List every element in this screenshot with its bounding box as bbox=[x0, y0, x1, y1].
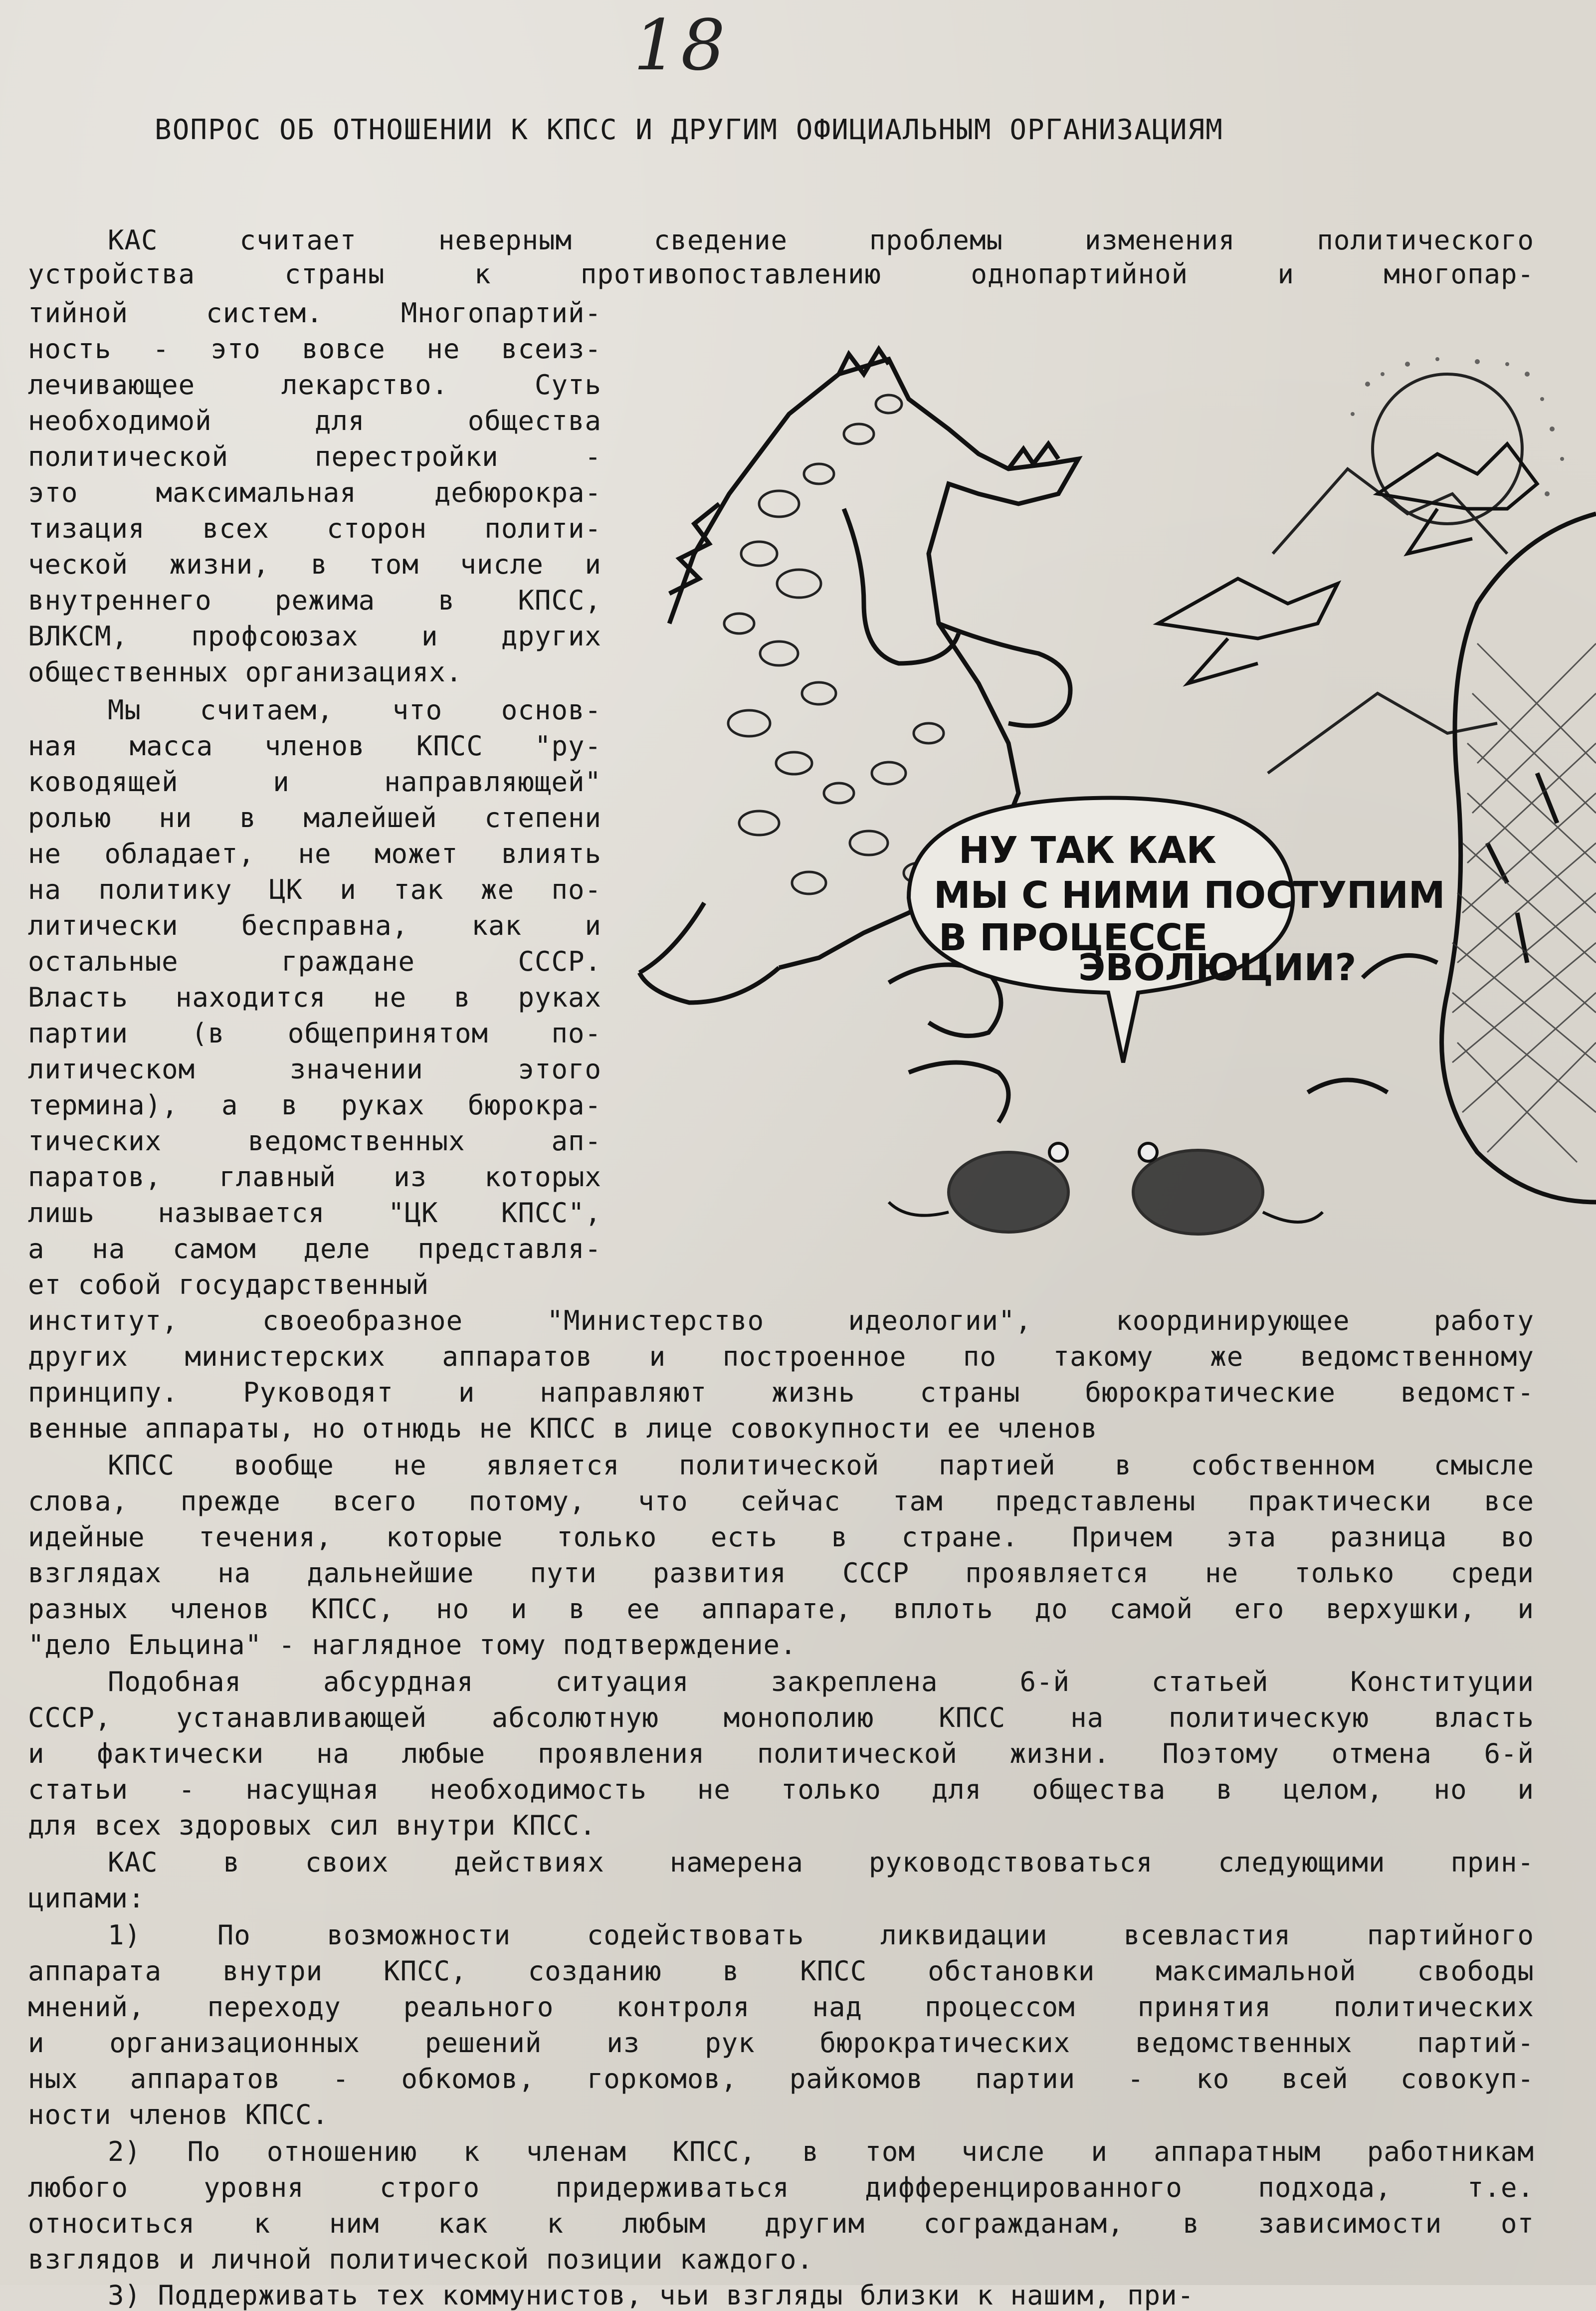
speech-bubble bbox=[909, 798, 1445, 1062]
text-line: ководящей и направляющей" bbox=[28, 766, 601, 798]
text-line: необходимой для общества bbox=[28, 405, 601, 436]
text-line: КАС считает неверным сведение проблемы изменения политического bbox=[108, 224, 1534, 256]
text-line: не обладает, не может влиять bbox=[28, 838, 601, 869]
text-line: разных членов КПСС, но и в ее аппарате, вплоть до самой его верхушки, и bbox=[28, 1593, 1534, 1625]
text-line: общественных организациях. bbox=[28, 656, 463, 688]
text-line: относиться к ним как к любым другим согражданам, в зависимости от bbox=[28, 2208, 1534, 2239]
text-line: на политику ЦК и так же по- bbox=[28, 874, 601, 905]
text-line: других министерских аппаратов и построенное по такому же ведомственному bbox=[28, 1341, 1534, 1372]
text-line: 2) По отношению к членам КПСС, в том числе и аппаратным работникам bbox=[108, 2136, 1534, 2167]
text-line: ет собой государственный bbox=[28, 1269, 429, 1300]
text-line: институт, своеобразное "Министерство идеологии", координирующее работу bbox=[28, 1305, 1534, 1336]
bubble-line-3: В ПРОЦЕССЕ bbox=[939, 916, 1208, 959]
text-line: и фактически на любые проявления политической жизни. Поэтому отмена 6-й bbox=[28, 1738, 1534, 1769]
text-line: 3) Поддерживать тех коммунистов, чьи взгляды близки к нашим, при- bbox=[108, 2280, 1195, 2311]
text-line: тийной систем. Многопартий- bbox=[28, 297, 601, 329]
text-line: политической перестройки - bbox=[28, 441, 601, 472]
text-line: мнений, переходу реального контроля над процессом принятия политических bbox=[28, 1991, 1534, 2023]
text-line: паратов, главный из которых bbox=[28, 1161, 601, 1193]
text-line: литическом значении этого bbox=[28, 1053, 601, 1085]
text-line: и организационных решений из рук бюрократических ведомственных партий- bbox=[28, 2027, 1534, 2059]
text-line: ческой жизни, в том числе и bbox=[28, 549, 601, 580]
left-dinosaur-drawing bbox=[639, 349, 1078, 1122]
text-line: Подобная абсурдная ситуация закреплена 6-й статьей Конституции bbox=[108, 1666, 1534, 1697]
bubble-line-1: НУ ТАК КАК bbox=[959, 829, 1216, 872]
text-line: принципу. Руководят и направляют жизнь страны бюрократические ведомст- bbox=[28, 1377, 1534, 1408]
text-line: СССР, устанавливающей абсолютную монополию КПСС на политическую власть bbox=[28, 1702, 1534, 1733]
bubble-line-2: МЫ С НИМИ ПОСТУПИМ bbox=[934, 874, 1445, 917]
text-line: венные аппараты, но отнюдь не КПСС в лице совокупности ее членов bbox=[28, 1413, 1098, 1444]
text-line: термина), а в руках бюрокра- bbox=[28, 1089, 601, 1121]
text-line: ных аппаратов - обкомов, горкомов, райкомов партии - ко всей совокуп- bbox=[28, 2063, 1534, 2095]
text-line: лечивающее лекарство. Суть bbox=[28, 369, 601, 401]
text-line: а на самом деле представля- bbox=[28, 1233, 601, 1264]
text-line: ципами: bbox=[28, 1883, 145, 1914]
text-line: Власть находится не в руках bbox=[28, 982, 601, 1013]
text-line: остальные граждане СССР. bbox=[28, 946, 601, 977]
text-line: ности членов КПСС. bbox=[28, 2099, 329, 2130]
text-line: тических ведомственных ап- bbox=[28, 1125, 601, 1157]
text-line: Мы считаем, что основ- bbox=[108, 694, 601, 726]
text-line: ВЛКСМ, профсоюзах и других bbox=[28, 621, 601, 652]
text-line: ролью ни в малейшей степени bbox=[28, 802, 601, 834]
text-line: устройства страны к противопоставлению однопартийной и многопар- bbox=[28, 258, 1534, 290]
text-line: для всех здоровых сил внутри КПСС. bbox=[28, 1810, 597, 1841]
text-line: слова, прежде всего потому, что сейчас там представлены практически все bbox=[28, 1485, 1534, 1517]
text-line: тизация всех сторон полити- bbox=[28, 513, 601, 544]
dinosaur-spots bbox=[724, 395, 944, 894]
text-line: любого уровня строго придерживаться дифференцированного подхода, т.е. bbox=[28, 2172, 1534, 2203]
text-line: "дело Ельцина" - наглядное тому подтверждение. bbox=[28, 1629, 797, 1661]
text-line: литически бесправна, как и bbox=[28, 910, 601, 941]
scale-pattern bbox=[1452, 643, 1596, 1162]
dinosaur-cartoon-illustration bbox=[629, 344, 1596, 1277]
text-line: 1) По возможности содействовать ликвидации всевластия партийного bbox=[108, 1919, 1534, 1951]
text-line: ная масса членов КПСС "ру- bbox=[28, 730, 601, 762]
text-line: идейные течения, которые только есть в стране. Причем эта разница во bbox=[28, 1521, 1534, 1553]
text-line: КАС в своих действиях намерена руководствоваться следующими прин- bbox=[108, 1847, 1534, 1878]
text-line: взглядов и личной политической позиции каждого. bbox=[28, 2244, 814, 2275]
text-line: партии (в общепринятом по- bbox=[28, 1018, 601, 1049]
handwritten-page-number: 18 bbox=[633, 5, 729, 86]
text-line: КПСС вообще не является политической партией в собственном смысле bbox=[108, 1450, 1534, 1481]
text-line: лишь называется "ЦК КПСС", bbox=[28, 1197, 601, 1229]
document-title: ВОПРОС ОБ ОТНОШЕНИИ К КПСС И ДРУГИМ ОФИЦИАЛЬНЫМ ОРГАНИЗАЦИЯМ bbox=[155, 114, 1223, 146]
text-line: ность - это вовсе не всеиз- bbox=[28, 333, 601, 365]
sun-drawing bbox=[1373, 374, 1522, 524]
text-line: аппарата внутри КПСС, созданию в КПСС обстановки максимальной свободы bbox=[28, 1955, 1534, 1987]
text-line: статьи - насущная необходимость не только для общества в целом, но и bbox=[28, 1774, 1534, 1805]
text-line: внутреннего режима в КПСС, bbox=[28, 585, 601, 616]
right-dinosaur-drawing bbox=[1308, 514, 1596, 1202]
small-mammals-drawing bbox=[889, 1143, 1323, 1234]
bubble-line-4: ЭВОЛЮЦИИ? bbox=[1078, 946, 1357, 989]
text-line: это максимальная дебюрокра- bbox=[28, 477, 601, 508]
text-line: взглядах на дальнейшие пути развития СССР проявляется не только среди bbox=[28, 1557, 1534, 1589]
